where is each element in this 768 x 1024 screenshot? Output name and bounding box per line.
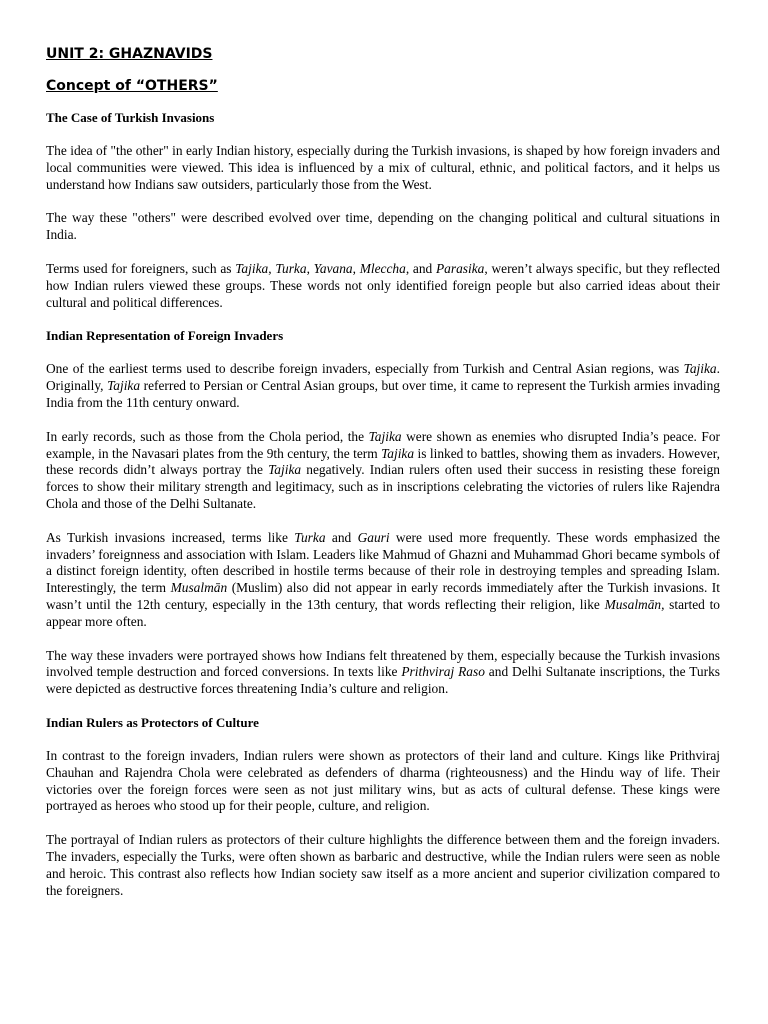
unit-title: UNIT 2: GHAZNAVIDS <box>46 46 213 62</box>
italic-term: Musalmān, <box>604 596 665 612</box>
paragraph <box>46 143 720 193</box>
italic-term: Turka <box>275 260 307 276</box>
section-turkish-invasions <box>46 110 720 311</box>
text-run: , weren’t always specific, but they reflected how Indian rulers viewed these groups. These words not only identified foreign people but also carried ideas about their cultural and political differences. <box>46 260 720 310</box>
section-heading: Indian Rulers as Protectors of Culture <box>46 714 259 730</box>
section-rulers-as-protectors <box>46 715 720 899</box>
paragraph <box>46 429 720 513</box>
paragraph <box>46 361 720 411</box>
text-run: negatively. Indian rulers often used their success in resisting these foreign forces to show their military strength and legitimacy, such as in inscriptions celebrating the victories of rulers like Rajendra Chola and those of the Delhi Sultanate. <box>46 462 720 511</box>
section-heading: Indian Representation of Foreign Invaders <box>46 328 284 344</box>
concept-title: Concept of “OTHERS” <box>46 78 218 94</box>
paragraph <box>46 832 720 899</box>
text-run: were shown as enemies who disrupted India’s peace. For example, in the Navasari plates from the 9th century, the term <box>46 428 720 461</box>
italic-term: Gauri <box>357 529 390 545</box>
paragraph <box>46 530 720 631</box>
text-run: started to appear more often. <box>46 596 720 629</box>
italic-term: Mleccha <box>359 260 406 276</box>
italic-term: Tajika <box>107 378 141 394</box>
section-representation-of-invaders <box>46 328 720 698</box>
text-run: and <box>325 529 358 545</box>
text-run: , and <box>405 260 436 276</box>
paragraph <box>46 210 720 244</box>
italic-term: Parasika <box>436 260 485 276</box>
paragraph <box>46 261 720 311</box>
text-run: The way these invaders were portrayed shows how Indians felt threatened by them, especially because the Turkish invasions involved temple destruction and forced conversions. In texts like <box>46 647 720 680</box>
text-run: Terms used for foreigners, such as <box>46 260 236 276</box>
section-heading: The Case of Turkish Invasions <box>46 110 215 125</box>
text-run: were used more frequently. These words emphasized the invaders’ foreignness and association with Islam. Leaders like Mahmud of Ghazni and Muhammad Ghori became symbols of a distinct foreign identity, often described in hostile terms because of their role in destroying temples and spreading Islam. Interestingly, the term <box>46 529 721 596</box>
italic-term: Turka <box>294 529 326 545</box>
text-run: . Originally, <box>46 361 720 394</box>
italic-term: Tajika <box>235 260 269 276</box>
text-run: , <box>352 260 360 276</box>
text-run: (Muslim) also did not appear in early records immediately after the Turkish invasions. It wasn’t until the 12th century, especially in the 13th century, that words reflecting their religion, like <box>46 580 720 612</box>
text-run: The portrayal of Indian rulers as protectors of their culture highlights the difference between them and the foreign invaders. The invaders, especially the Turks, were often shown as barbaric and destructive, while the Indian rulers were seen as noble and heroic. This contrast also reflects how Indian society saw itself as a more ancient and superior civilization compared to the foreigners. <box>46 832 720 898</box>
italic-term: Tajika <box>268 462 302 478</box>
text-run: The idea of "the other" in early Indian history, especially during the Turkish invasions, is shaped by how foreign invaders and local communities were viewed. This idea is influenced by a mix of cultural, ethnic, and political factors, and it helps us understand how Indians saw outsiders, particularly those from the West. <box>46 143 720 192</box>
text-run: In contrast to the foreign invaders, Indian rulers were shown as protectors of their land and culture. Kings like Prithviraj Chauhan and Rajendra Chola were celebrated as defenders of dharma (righteousness) and the Hindu way of life. Their victories over the foreign forces were seen as not just military wins, but as acts of cultural defense. These kings were portrayed as heroes who stood up for their people, culture, and religion. <box>46 747 720 814</box>
text-run: The way these "others" were described evolved over time, depending on the changing political and cultural situations in India. <box>46 210 720 243</box>
paragraph <box>46 748 720 815</box>
italic-term: Prithviraj Raso <box>401 664 485 680</box>
text-run: and Delhi Sultanate inscriptions, the Turks were depicted as destructive forces threatening India’s culture and religion. <box>46 664 720 697</box>
text-run: One of the earliest terms used to describe foreign invaders, especially from Turkish and Central Asian regions, was <box>46 361 684 377</box>
text-run: referred to Persian or Central Asian groups, but over time, it came to represent the Turkish armies invading India from the 11th century onward. <box>46 378 720 410</box>
text-run: is linked to battles, showing them as invaders. However, these records didn’t always portray the <box>46 445 720 478</box>
italic-term: Tajika <box>381 445 415 461</box>
italic-term: Tajika <box>683 361 717 377</box>
text-run: In early records, such as those from the Chola period, the <box>46 428 369 444</box>
italic-term: Tajika <box>368 428 402 444</box>
italic-term: Musalmān <box>170 580 228 596</box>
text-run: , <box>306 260 314 276</box>
text-run: As Turkish invasions increased, terms like <box>46 529 295 545</box>
text-run: , <box>268 260 276 276</box>
italic-term: Yavana <box>313 260 353 276</box>
paragraph <box>46 648 720 698</box>
